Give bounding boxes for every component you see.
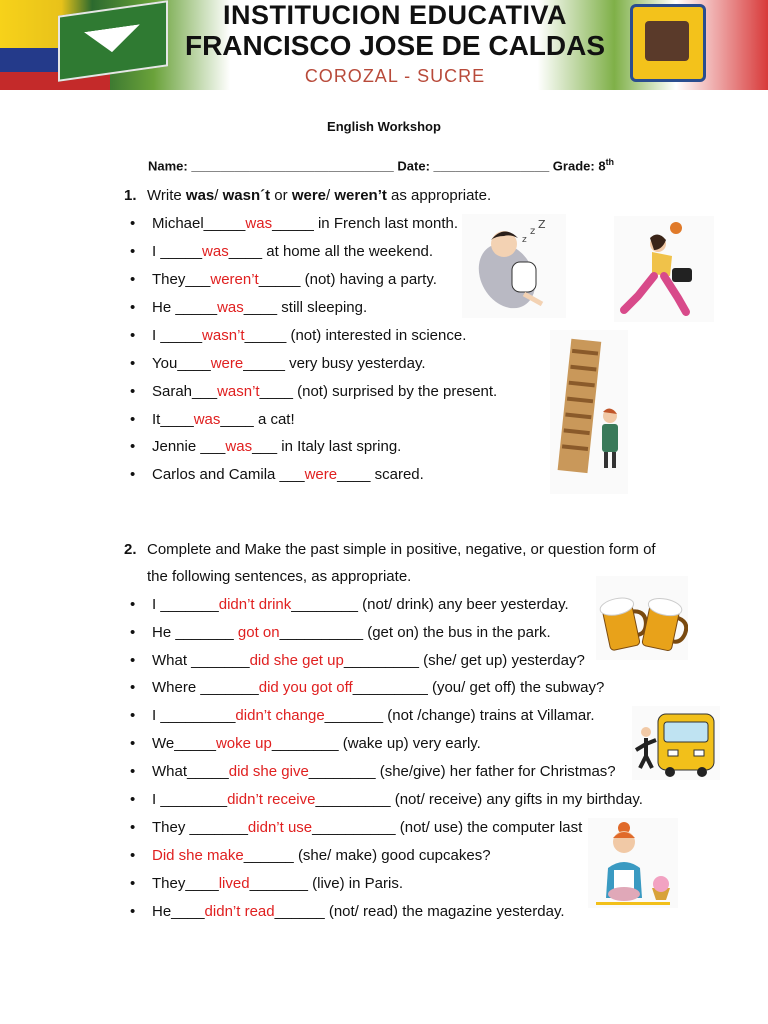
item-prefix: He _______ (152, 624, 238, 641)
list-item: • He _____was____ still sleeping. (130, 299, 368, 316)
answer-text: didn’t use (247, 819, 313, 836)
item-prefix: I _________ (152, 707, 236, 724)
list-item: • It____was____ a cat! (130, 411, 295, 428)
instr-part: weren’t (334, 187, 387, 204)
instr-part: as appropriate. (386, 187, 492, 204)
answer-text: didn’t change (235, 707, 325, 724)
item-prefix: What _______ (152, 652, 250, 669)
instr-part: / (214, 187, 223, 204)
instr-part: / (326, 187, 335, 204)
section2-instruction-line1: Complete and Make the past simple in positive, negative, or question form of (147, 541, 656, 558)
leaning-tower-icon (550, 330, 628, 494)
item-suffix: _______ (not /change) trains at Villamar. (324, 707, 595, 724)
student-info-line (148, 157, 614, 173)
item-prefix: You____ (152, 355, 211, 372)
item-suffix: ____ still sleeping. (243, 299, 368, 316)
answer-text: was (193, 411, 221, 428)
list-item: • I _____was____ at home all the weekend. (130, 243, 434, 260)
list-item: • They____lived_______ (live) in Paris. (130, 875, 403, 892)
item-suffix: _______ (live) in Paris. (249, 875, 403, 892)
item-suffix: ____ at home all the weekend. (228, 243, 434, 260)
item-prefix: Carlos and Camila ___ (152, 466, 305, 483)
list-item: • I _____wasn’t_____ (not) interested in science. (130, 327, 467, 344)
item-suffix: ________ (not/ drink) any beer yesterday. (291, 596, 569, 613)
item-prefix: I _____ (152, 243, 203, 260)
bus-icon (632, 706, 720, 780)
section2-instruction-line2: the following sentences, as appropriate. (147, 568, 412, 585)
school-emblem-icon (630, 4, 706, 82)
list-item: • Michael_____was_____ in French last month. (130, 215, 459, 232)
answer-text: didn’t read (204, 903, 275, 920)
answer-text: didn’t drink (218, 596, 292, 613)
instr-part: wasn´t (222, 187, 271, 204)
answer-text: was (245, 215, 273, 232)
list-item: • Carlos and Camila ___were____ scared. (130, 466, 424, 483)
item-prefix: I _____ (152, 327, 203, 344)
item-prefix: Sarah___ (152, 383, 218, 400)
answer-text: was (202, 243, 229, 260)
item-suffix: ________ (she/give) her father for Christmas? (308, 763, 616, 780)
svg-text:Z: Z (538, 218, 546, 231)
list-item: • Did she make______ (she/ make) good cupcakes? (130, 847, 491, 864)
sleeping-person-icon (462, 214, 566, 318)
item-prefix: They___ (152, 271, 211, 288)
item-suffix: __________ (not/ use) the computer last (312, 819, 583, 836)
item-prefix: Michael_____ (152, 215, 246, 232)
answer-text: didn’t receive (227, 791, 316, 808)
item-prefix: We_____ (152, 735, 216, 752)
answer-text: wasn’t (217, 383, 260, 400)
student-info-text: Name: ____________________________ Date: ________________ Grade: 8 (148, 158, 606, 174)
item-suffix: ______ (not/ read) the magazine yesterday. (274, 903, 565, 920)
answer-text: was (217, 299, 244, 316)
instr-part: was (185, 187, 215, 204)
item-prefix: They _______ (152, 819, 248, 836)
item-prefix: Jennie ___ (152, 438, 226, 455)
school-banner (0, 0, 768, 90)
list-item: • He _______ got on__________ (get on) the bus in the park. (130, 624, 551, 641)
section2-heading (124, 541, 656, 559)
list-item: • Sarah___wasn’t____ (not) surprised by the present. (130, 383, 498, 400)
section1-heading (124, 187, 491, 205)
answer-text: wasn’t (202, 327, 245, 344)
school-name-line1: INSTITUCION EDUCATIVA (223, 0, 567, 30)
item-suffix: _____ very busy yesterday. (243, 355, 426, 372)
item-prefix: What_____ (152, 763, 229, 780)
item-suffix: _________ (she/ get up) yesterday? (343, 652, 585, 669)
item-suffix: ____ (not) surprised by the present. (259, 383, 498, 400)
list-item: • What_____did she give________ (she/give) her father for Christmas? (130, 763, 616, 780)
section1-number: 1. (124, 187, 137, 204)
answer-text: Did she make (152, 847, 244, 864)
list-item: • What _______did she get up_________ (she/ get up) yesterday? (130, 652, 585, 669)
school-location: COROZAL - SUCRE (304, 66, 486, 86)
svg-text:z: z (522, 235, 527, 245)
item-suffix: ________ (wake up) very early. (271, 735, 481, 752)
instr-part: or (270, 187, 292, 204)
item-suffix: ____ scared. (337, 466, 424, 483)
list-item: • I ________didn’t receive_________ (not/ receive) any gifts in my birthday. (130, 791, 643, 808)
item-suffix: _____ (not) having a party. (258, 271, 437, 288)
item-suffix: ____ a cat! (220, 411, 295, 428)
list-item: • They _______didn’t use__________ (not/ use) the computer last (130, 819, 583, 836)
item-prefix: I ________ (152, 791, 228, 808)
list-item: • You____were_____ very busy yesterday. (130, 355, 426, 372)
answer-text: weren’t (210, 271, 259, 288)
list-item: • They___weren’t_____ (not) having a party. (130, 271, 437, 288)
sucre-flag-icon (58, 0, 168, 81)
list-item: • I _________didn’t change_______ (not /change) trains at Villamar. (130, 707, 595, 724)
item-prefix: It____ (152, 411, 194, 428)
section2-number: 2. (124, 541, 137, 558)
answer-text: did she give (228, 763, 309, 780)
answer-text: got on (237, 624, 280, 641)
answer-text: did you got off (258, 679, 353, 696)
list-item: • I _______didn’t drink________ (not/ drink) any beer yesterday. (130, 596, 569, 613)
list-item: • We_____woke up________ (wake up) very early. (130, 735, 481, 752)
answer-text: lived (218, 875, 250, 892)
answer-text: were (210, 355, 244, 372)
item-suffix: ______ (she/ make) good cupcakes? (243, 847, 491, 864)
answer-text: woke up (215, 735, 272, 752)
list-item: • Where _______did you got off_________ (you/ get off) the subway? (130, 679, 605, 696)
list-item: • He____didn’t read______ (not/ read) the magazine yesterday. (130, 903, 565, 920)
item-suffix: _____ in French last month. (272, 215, 459, 232)
item-suffix: _________ (not/ receive) any gifts in my birthday. (315, 791, 643, 808)
item-prefix: Where _______ (152, 679, 259, 696)
item-suffix: __________ (get on) the bus in the park. (279, 624, 551, 641)
beer-mugs-icon (596, 576, 688, 660)
item-prefix: He _____ (152, 299, 218, 316)
instr-part: Write (147, 187, 186, 204)
item-suffix: ___ in Italy last spring. (252, 438, 402, 455)
school-name-line2: FRANCISCO JOSE DE CALDAS (184, 30, 606, 61)
worksheet-title: English Workshop (327, 119, 441, 134)
item-suffix: _________ (you/ get off) the subway? (352, 679, 605, 696)
baker-woman-icon (588, 818, 678, 908)
grade-superscript: th (605, 157, 615, 167)
answer-text: did she get up (249, 652, 344, 669)
item-prefix: I _______ (152, 596, 219, 613)
item-suffix: _____ (not) interested in science. (244, 327, 467, 344)
list-item: • Jennie ___was___ in Italy last spring. (130, 438, 402, 455)
item-prefix: He____ (152, 903, 205, 920)
running-woman-icon (614, 216, 714, 322)
svg-text:z: z (530, 226, 536, 237)
instr-part: were (291, 187, 327, 204)
item-prefix: They____ (152, 875, 219, 892)
answer-text: was (225, 438, 253, 455)
answer-text: were (304, 466, 338, 483)
